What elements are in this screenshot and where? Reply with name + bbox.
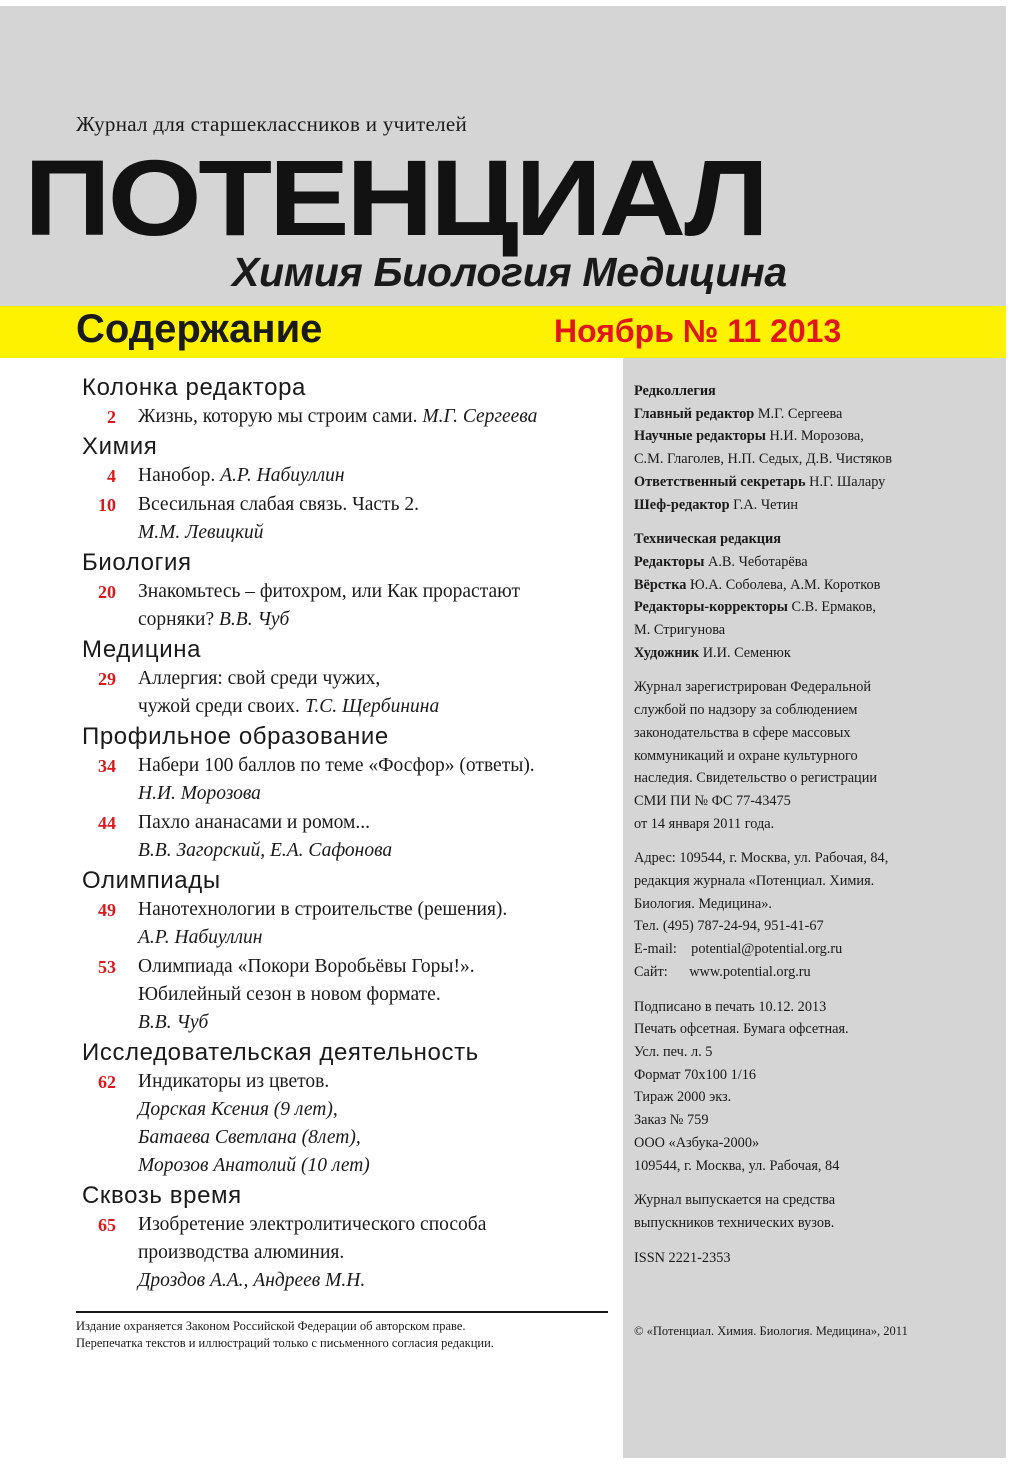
staff-line: [634, 448, 994, 471]
info-line: ООО «Азбука-2000»: [634, 1134, 760, 1151]
page-number: 29: [98, 669, 116, 689]
entry-line: [138, 1211, 612, 1239]
article-author: Морозов Анатолий (10 лет): [138, 1155, 370, 1176]
article-author: В.В. Чуб: [219, 609, 290, 630]
section-heading: Медицина: [82, 636, 202, 663]
page-number: 2: [107, 407, 116, 427]
staff-line: [634, 596, 994, 619]
entry-line: [138, 896, 612, 924]
toc-entry: [82, 1068, 612, 1180]
article-author: Батаева Светлана (8лет),: [138, 1127, 361, 1148]
technical-editing: [634, 528, 994, 664]
staff-line: [634, 642, 994, 665]
copyright-note: © «Потенциал. Химия. Биология. Медицина», 2011: [634, 1324, 908, 1338]
article-author: Дроздов А.А., Андреев М.Н.: [138, 1270, 366, 1291]
staff-names: С.В. Ермаков,: [787, 599, 876, 616]
entry-line: [138, 752, 612, 780]
entry-line: [138, 1009, 612, 1037]
info-line: Заказ № 759: [634, 1112, 709, 1129]
contents-title: Содержание: [76, 307, 323, 351]
entry-line: [138, 1124, 612, 1152]
page-number: 65: [98, 1215, 116, 1235]
entry-line: [138, 981, 612, 1009]
staff-names: Н.Г. Шалару: [805, 473, 886, 490]
section-heading: Профильное образование: [82, 723, 389, 750]
entry-line: [138, 809, 612, 837]
section-heading: Сквозь время: [82, 1182, 242, 1209]
entry-line: [138, 606, 612, 634]
magazine-logo: ПОТЕНЦИАЛ: [24, 137, 766, 258]
info-line: Формат 70x100 1/16: [634, 1066, 757, 1083]
info-line: Сайт: www.potential.org.ru: [634, 963, 811, 980]
staff-role: Редакторы-корректоры: [634, 599, 788, 616]
staff-line: [634, 471, 994, 494]
toc-entry: [82, 1211, 612, 1295]
info-line: Адрес: 109544, г. Москва, ул. Рабочая, 84,: [634, 850, 889, 867]
staff-names: С.М. Глаголев, Н.П. Седых, Д.В. Чистяков: [634, 451, 892, 468]
entry-line: [138, 1239, 612, 1267]
page-number: 10: [98, 495, 116, 515]
info-line: службой по надзору за соблюдением: [634, 702, 858, 719]
entry-line: [138, 1096, 612, 1124]
page-number: 34: [98, 756, 116, 776]
entry-line: [138, 519, 612, 547]
article-title: Нанобор.: [138, 465, 221, 486]
contact-info: [634, 847, 994, 983]
page-number: 53: [98, 957, 116, 977]
table-of-contents: [82, 372, 612, 1295]
toc-entry: [82, 462, 612, 490]
info-line: Усл. печ. л. 5: [634, 1043, 713, 1060]
issn-number: ISSN 2221-2353: [634, 1249, 731, 1266]
article-title: Всесильная слабая связь. Часть 2.: [138, 494, 419, 515]
article-title: Изобретение электролитического способа: [138, 1214, 487, 1235]
staff-line: [634, 551, 994, 574]
article-author: В.В. Чуб: [138, 1012, 209, 1033]
page-number: 4: [107, 466, 116, 486]
article-title: Аллергия: свой среди чужих,: [138, 668, 381, 689]
article-author: Т.С. Щербинина: [304, 696, 440, 717]
funding-info: [634, 1189, 994, 1234]
info-line: Биология. Медицина».: [634, 895, 772, 912]
staff-names: Ю.А. Соболева, А.М. Коротков: [686, 576, 881, 593]
entry-line: [138, 665, 612, 693]
page-number: 49: [98, 900, 116, 920]
article-author: Дорская Ксения (9 лет),: [138, 1099, 338, 1120]
staff-line: [634, 425, 994, 448]
article-title: Нанотехнологии в строительстве (решения).: [138, 899, 508, 920]
info-line: наследия. Свидетельство о регистрации: [634, 770, 878, 787]
staff-names: Г.А. Четин: [729, 496, 799, 513]
entry-line: [138, 578, 612, 606]
sidebar-content: [634, 380, 994, 1281]
entry-line: [138, 693, 612, 721]
entry-line: [138, 837, 612, 865]
article-author: М.Г. Сергеева: [422, 406, 538, 427]
entry-line: [138, 1267, 612, 1295]
info-line: E-mail: potential@potential.org.ru: [634, 941, 843, 958]
info-line: СМИ ПИ № ФС 77-43475: [634, 792, 791, 809]
print-info: [634, 996, 994, 1178]
entry-line: [138, 462, 612, 490]
info-line: коммуникаций и охране культурного: [634, 747, 858, 764]
info-line: выпускников технических вузов.: [634, 1214, 835, 1231]
board-heading: Редколлегия: [634, 383, 716, 399]
header-banner: [0, 6, 1006, 306]
section-heading: Биология: [82, 549, 192, 576]
entry-line: [138, 403, 612, 431]
article-title: Набери 100 баллов по теме «Фосфор» (ответы).: [138, 755, 535, 776]
staff-line: [634, 494, 994, 517]
entry-line: [138, 1152, 612, 1180]
staff-role: Главный редактор: [634, 405, 755, 422]
article-author: Н.И. Морозова: [138, 783, 261, 804]
info-line: 109544, г. Москва, ул. Рабочая, 84: [634, 1157, 840, 1174]
legal-footer: [76, 1318, 616, 1352]
info-line: законодательства в сфере массовых: [634, 724, 851, 741]
staff-role: Вёрстка: [634, 576, 687, 593]
toc-entry: [82, 752, 612, 808]
info-line: Тираж 2000 экз.: [634, 1089, 732, 1106]
section-heading: Колонка редактора: [82, 374, 306, 401]
entry-line: [138, 780, 612, 808]
section-heading: Исследовательская деятельность: [82, 1039, 479, 1066]
article-author: А.Р. Набиуллин: [220, 465, 345, 486]
entry-line: [138, 953, 612, 981]
toc-entry: [82, 953, 612, 1037]
footer-line: Издание охраняется Законом Российской Федерации об авторском праве.: [76, 1319, 466, 1333]
page-number: 62: [98, 1072, 116, 1092]
article-title: производства алюминия.: [138, 1242, 345, 1263]
article-title: Знакомьтесь – фитохром, или Как прорастают: [138, 581, 520, 602]
article-title: Олимпиада «Покори Воробьёвы Горы!».: [138, 956, 475, 977]
article-title: Юбилейный сезон в новом формате.: [138, 984, 441, 1005]
toc-entry: [82, 809, 612, 865]
info-line: Тел. (495) 787-24-94, 951-41-67: [634, 918, 824, 935]
magazine-logo-subtitle: Химия Биология Медицина: [232, 249, 787, 295]
entry-line: [138, 924, 612, 952]
staff-role: Ответственный секретарь: [634, 473, 806, 490]
entry-line: [138, 1068, 612, 1096]
staff-role: Научные редакторы: [634, 428, 766, 445]
article-title: Жизнь, которую мы строим сами.: [138, 406, 423, 427]
staff-names: М. Стригунова: [634, 622, 726, 639]
toc-entry: [82, 665, 612, 721]
registration-info: [634, 676, 994, 835]
staff-role: Художник: [634, 644, 700, 661]
toc-entry: [82, 578, 612, 634]
staff-line: [634, 403, 994, 426]
article-title: чужой среди своих.: [138, 696, 305, 717]
info-line: Печать офсетная. Бумага офсетная.: [634, 1021, 849, 1038]
page-number: 20: [98, 582, 116, 602]
staff-names: Н.И. Морозова,: [765, 428, 864, 445]
section-heading: Олимпиады: [82, 867, 221, 894]
toc-entry: [82, 896, 612, 952]
tech-heading: Техническая редакция: [634, 531, 782, 548]
editorial-board: [634, 380, 994, 516]
info-line: от 14 января 2011 года.: [634, 815, 775, 832]
footer-line: Перепечатка текстов и иллюстраций только с письменного согласия редакции.: [76, 1336, 494, 1350]
staff-line: [634, 574, 994, 597]
info-line: Подписано в печать 10.12. 2013: [634, 998, 827, 1015]
article-author: М.М. Левицкий: [138, 522, 264, 543]
toc-entry: [82, 491, 612, 547]
info-line: Журнал выпускается на средства: [634, 1192, 836, 1209]
staff-names: М.Г. Сергеева: [754, 405, 843, 422]
staff-line: [634, 619, 994, 642]
section-heading: Химия: [82, 433, 158, 460]
info-line: редакция журнала «Потенциал. Химия.: [634, 873, 875, 890]
staff-names: И.И. Семенюк: [699, 644, 791, 661]
article-title: Индикаторы из цветов.: [138, 1071, 330, 1092]
article-title: Пахло ананасами и ромом...: [138, 812, 371, 833]
page-number: 44: [98, 813, 116, 833]
magazine-subtitle: Журнал для старшеклассников и учителей: [76, 112, 468, 136]
info-line: Журнал зарегистрирован Федеральной: [634, 679, 872, 696]
article-author: А.Р. Набиуллин: [138, 927, 263, 948]
staff-role: Редакторы: [634, 553, 705, 570]
article-title: сорняки?: [138, 609, 219, 630]
entry-line: [138, 491, 612, 519]
issue-label: Ноябрь № 11 2013: [554, 313, 842, 349]
article-author: В.В. Загорский, Е.А. Сафонова: [138, 840, 393, 861]
footer-divider: [76, 1311, 608, 1313]
staff-role: Шеф-редактор: [634, 496, 730, 513]
toc-entry: [82, 403, 612, 431]
staff-names: А.В. Чеботарёва: [704, 553, 808, 570]
editorial-sidebar: [623, 358, 1006, 1458]
